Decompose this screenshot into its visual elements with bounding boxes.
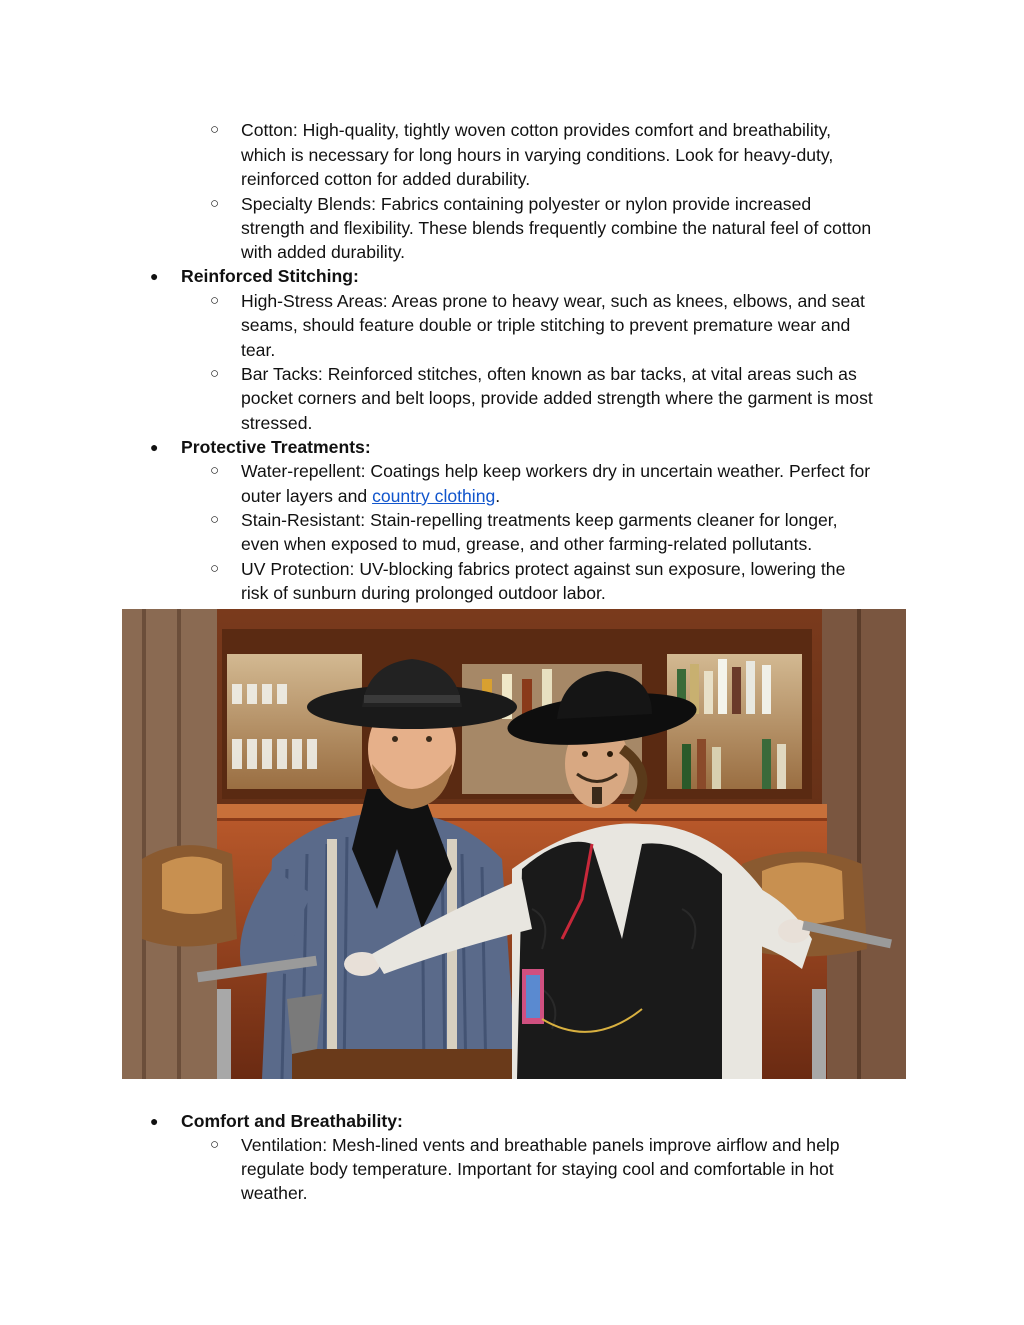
cotton-line-2: which is necessary for long hours in varying conditions. Look for heavy-duty, <box>241 145 834 165</box>
water-line-2-prefix: outer layers and <box>241 486 373 506</box>
sub-bullet: ○ <box>210 462 220 479</box>
uv-line-1: UV Protection: UV-blocking fabrics protect against sun exposure, lowering the <box>241 559 846 579</box>
specialty-line-3: with added durability. <box>241 242 405 262</box>
main-bullet: ● <box>150 439 159 455</box>
sub-bullet: ○ <box>210 292 220 309</box>
sub-bullet: ○ <box>210 1136 220 1153</box>
high-stress-line-2: seams, should feature double or triple stitching to prevent premature wear and <box>241 315 851 335</box>
specialty-line-1: Specialty Blends: Fabrics containing polyester or nylon provide increased <box>241 194 812 214</box>
stain-line-2: even when exposed to mud, grease, and other farming-related pollutants. <box>241 534 813 554</box>
bar-tacks-line-3: stressed. <box>241 413 313 433</box>
specialty-line-2: strength and flexibility. These blends frequently combine the natural feel of cotton <box>241 218 872 238</box>
water-line-2-suffix: . <box>495 486 501 506</box>
water-line-1: Water-repellent: Coatings help keep workers dry in uncertain weather. Perfect for <box>241 461 871 481</box>
comfort-heading: Comfort and Breathability: <box>181 1111 403 1131</box>
sub-bullet: ○ <box>210 365 220 382</box>
country-clothing-link[interactable]: country clothing <box>372 486 496 506</box>
sub-bullet: ○ <box>210 121 220 138</box>
saloon-cowboys-photo <box>122 609 906 1079</box>
stain-line-1: Stain-Resistant: Stain-repelling treatments keep garments cleaner for longer, <box>241 510 838 530</box>
bar-tacks-line-1: Bar Tacks: Reinforced stitches, often known as bar tacks, at vital areas such as <box>241 364 857 384</box>
cotton-line-3: reinforced cotton for added durability. <box>241 169 531 189</box>
sub-bullet: ○ <box>210 195 220 212</box>
bar-tacks-line-2: pocket corners and belt loops, provide added strength where the garment is most <box>241 388 873 408</box>
cotton-line-1: Cotton: High-quality, tightly woven cotton provides comfort and breathability, <box>241 120 832 140</box>
stitching-heading: Reinforced Stitching: <box>181 266 359 286</box>
high-stress-line-3: tear. <box>241 340 276 360</box>
main-bullet: ● <box>150 1113 159 1129</box>
water-line-2 <box>241 484 500 508</box>
uv-line-2: risk of sunburn during prolonged outdoor labor. <box>241 583 606 603</box>
sub-bullet: ○ <box>210 511 220 528</box>
ventilation-line-2: regulate body temperature. Important for staying cool and comfortable in hot <box>241 1159 834 1179</box>
main-bullet: ● <box>150 268 159 284</box>
sub-bullet: ○ <box>210 560 220 577</box>
high-stress-line-1: High-Stress Areas: Areas prone to heavy wear, such as knees, elbows, and seat <box>241 291 865 311</box>
ventilation-line-1: Ventilation: Mesh-lined vents and breathable panels improve airflow and help <box>241 1135 840 1155</box>
protective-heading: Protective Treatments: <box>181 437 371 457</box>
ventilation-line-3: weather. <box>241 1183 308 1203</box>
